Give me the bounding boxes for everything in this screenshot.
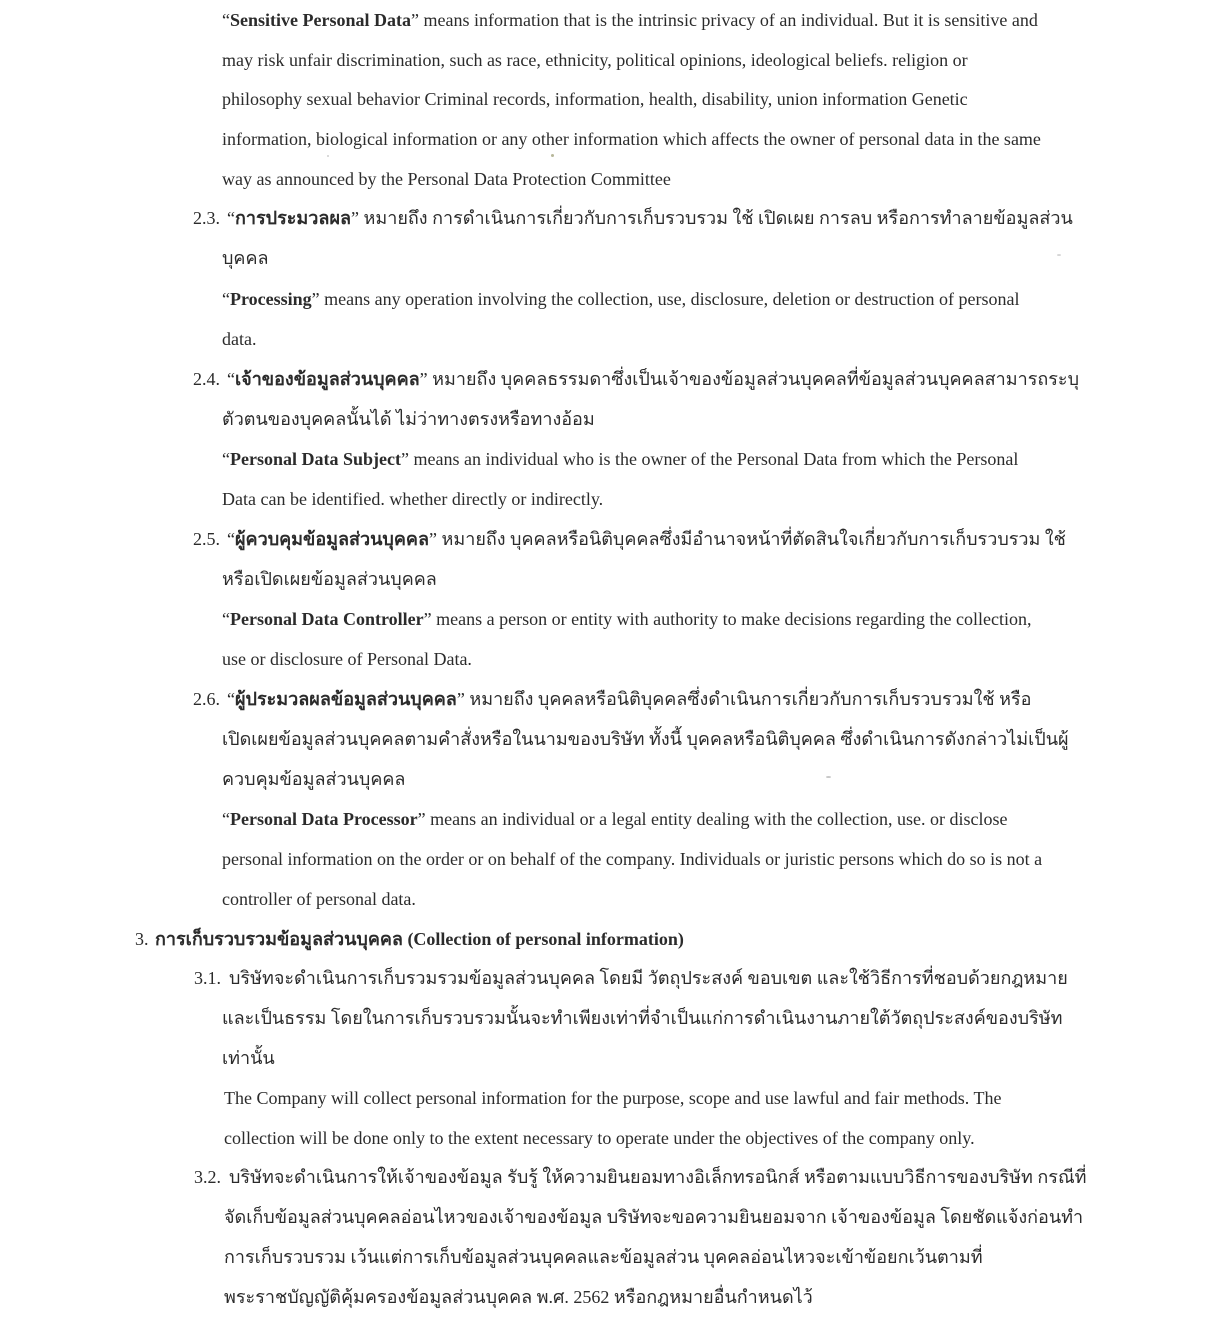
item-2-3-number: 2.3. — [193, 208, 220, 228]
item-2-3-th-line-1: “การประมวลผล” หมายถึง การดำเนินการเกี่ยวกับการเก็บรวบรวม ใช้ เปิดเผย การลบ หรือการทำลายข้อมูลส่วน — [227, 208, 1073, 228]
item-3-1-th-line-1: บริษัทจะดำเนินการเก็บรวมรวมข้อมูลส่วนบุคคล โดยมี วัตถุประสงค์ ขอบเขต และใช้วิธีการที่ชอบด้วยกฎหมาย — [229, 968, 1068, 988]
item-2-6-en-line-1: “Personal Data Processor” means an individual or a legal entity dealing with the collection, use. or disclose — [222, 809, 1008, 829]
item-3-1-th-line-2: และเป็นธรรม โดยในการเก็บรวบรวมนั้นจะทำเพียงเท่าที่จำเป็นแก่การดำเนินงานภายใต้วัตถุประสงค์ของบริษัท — [222, 1008, 1063, 1028]
item-3-2-th-line-4: พระราชบัญญัติคุ้มครองข้อมูลส่วนบุคคล พ.ศ. 2562 หรือกฎหมายอื่นกำหนดไว้ — [224, 1287, 813, 1307]
item-3-1-number: 3.1. — [194, 968, 221, 988]
item-2-5-number: 2.5. — [193, 529, 220, 549]
section-3-number: 3. — [135, 929, 149, 949]
item-2-5-th-line-1: “ผู้ควบคุมข้อมูลส่วนบุคคล” หมายถึง บุคคลหรือนิติบุคคลซึ่งมีอำนาจหน้าที่ตัดสินใจเกี่ยวกับการเก็บรวบรวม ใช้ — [227, 529, 1066, 549]
item-2-4-number: 2.4. — [193, 369, 220, 389]
item-2-3-term-th: การประมวลผล — [235, 208, 352, 228]
scan-speck — [551, 154, 554, 157]
item-2-6-term-en: Personal Data Processor — [230, 809, 418, 829]
item-2-5-term-en: Personal Data Controller — [230, 609, 424, 629]
item-2-5-term-th: ผู้ควบคุมข้อมูลส่วนบุคคล — [235, 529, 429, 549]
item-2-5-th-line-2: หรือเปิดเผยข้อมูลส่วนบุคคล — [222, 569, 437, 589]
item-2-4-en-line-1: “Personal Data Subject” means an individual who is the owner of the Personal Data from which the Personal — [222, 449, 1019, 469]
item-2-6-term-th: ผู้ประมวลผลข้อมูลส่วนบุคคล — [235, 689, 457, 709]
item-3-1-en-line-2: collection will be done only to the extent necessary to operate under the objectives of the company only. — [224, 1128, 975, 1148]
item-2-6-th-line-2: เปิดเผยข้อมูลส่วนบุคคลตามคำสั่งหรือในนามของบริษัท ทั้งนี้ บุคคลหรือนิติบุคคล ซึ่งดำเนินการดังกล่าวไม่เป็นผู้ — [222, 729, 1069, 749]
item-2-4-th-line-2: ตัวตนของบุคคลนั้นได้ ไม่ว่าทางตรงหรือทางอ้อม — [222, 409, 595, 429]
item-2-4-term-th: เจ้าของข้อมูลส่วนบุคคล — [235, 369, 420, 389]
item-2-3-th-line-2: บุคคล — [222, 248, 269, 268]
item-3-2-th-line-3: การเก็บรวบรวม เว้นแต่การเก็บข้อมูลส่วนบุคคลและข้อมูลส่วน บุคคลอ่อนไหวจะเข้าข้อยกเว้นตามที่ — [224, 1247, 983, 1267]
sensitive-en-line-4: information, biological information or any other information which affects the owner of personal data in the same — [222, 129, 1041, 149]
scan-speck — [1057, 254, 1061, 256]
scan-speck — [826, 776, 831, 778]
item-3-2-th-line-2: จัดเก็บข้อมูลส่วนบุคคลอ่อนไหวของเจ้าของข้อมูล บริษัทจะขอความยินยอมจาก เจ้าของข้อมูล โดยชัดแจ้งก่อนทำ — [224, 1207, 1084, 1227]
sensitive-en-line-2: may risk unfair discrimination, such as race, ethnicity, political opinions, ideological beliefs. religion or — [222, 50, 968, 70]
item-2-6-number: 2.6. — [193, 689, 220, 709]
section-3-heading: การเก็บรวบรวมข้อมูลส่วนบุคคล (Collection of personal information) — [155, 929, 684, 949]
sensitive-en-line-5: way as announced by the Personal Data Protection Committee — [222, 169, 671, 189]
item-3-1-en-line-1: The Company will collect personal information for the purpose, scope and use lawful and fair methods. The — [224, 1088, 1002, 1108]
item-2-5-en-line-2: use or disclosure of Personal Data. — [222, 649, 472, 669]
item-2-6-th-line-3: ควบคุมข้อมูลส่วนบุคคล — [222, 769, 406, 789]
item-3-2-th-line-1: บริษัทจะดำเนินการให้เจ้าของข้อมูล รับรู้ ให้ความยินยอมทางอิเล็กทรอนิกส์ หรือตามแบบวิธีการของบริษัท กรณีที่ — [229, 1167, 1087, 1187]
item-2-3-term-en: Processing — [230, 289, 312, 309]
item-2-4-th-line-1: “เจ้าของข้อมูลส่วนบุคคล” หมายถึง บุคคลธรรมดาซึ่งเป็นเจ้าของข้อมูลส่วนบุคคลที่ข้อมูลส่วนบุคคลสามารถระบุ — [227, 369, 1080, 389]
item-2-6-en-line-2: personal information on the order or on behalf of the company. Individuals or juristic persons which do so is not a — [222, 849, 1043, 869]
item-2-4-en-line-2: Data can be identified. whether directly or indirectly. — [222, 489, 604, 509]
sensitive-en-term: Sensitive Personal Data — [230, 10, 411, 30]
item-2-3-en-line-2: data. — [222, 329, 257, 349]
item-2-6-en-line-3: controller of personal data. — [222, 889, 416, 909]
sensitive-en-line-1: “Sensitive Personal Data” means information that is the intrinsic privacy of an individual. But it is sensitive and — [222, 10, 1038, 30]
item-3-1-th-line-3: เท่านั้น — [222, 1048, 275, 1068]
item-2-5-en-line-1: “Personal Data Controller” means a person or entity with authority to make decisions regarding the collection, — [222, 609, 1032, 629]
scan-speck — [327, 155, 329, 157]
item-3-2-number: 3.2. — [194, 1167, 221, 1187]
item-2-4-term-en: Personal Data Subject — [230, 449, 401, 469]
item-2-3-en-line-1: “Processing” means any operation involving the collection, use, disclosure, deletion or destruction of personal — [222, 289, 1020, 309]
sensitive-en-line-3: philosophy sexual behavior Criminal records, information, health, disability, union information Genetic — [222, 89, 968, 109]
item-2-6-th-line-1: “ผู้ประมวลผลข้อมูลส่วนบุคคล” หมายถึง บุคคลหรือนิติบุคคลซึ่งดำเนินการเกี่ยวกับการเก็บรวบรวมใช้ หรือ — [227, 689, 1032, 709]
